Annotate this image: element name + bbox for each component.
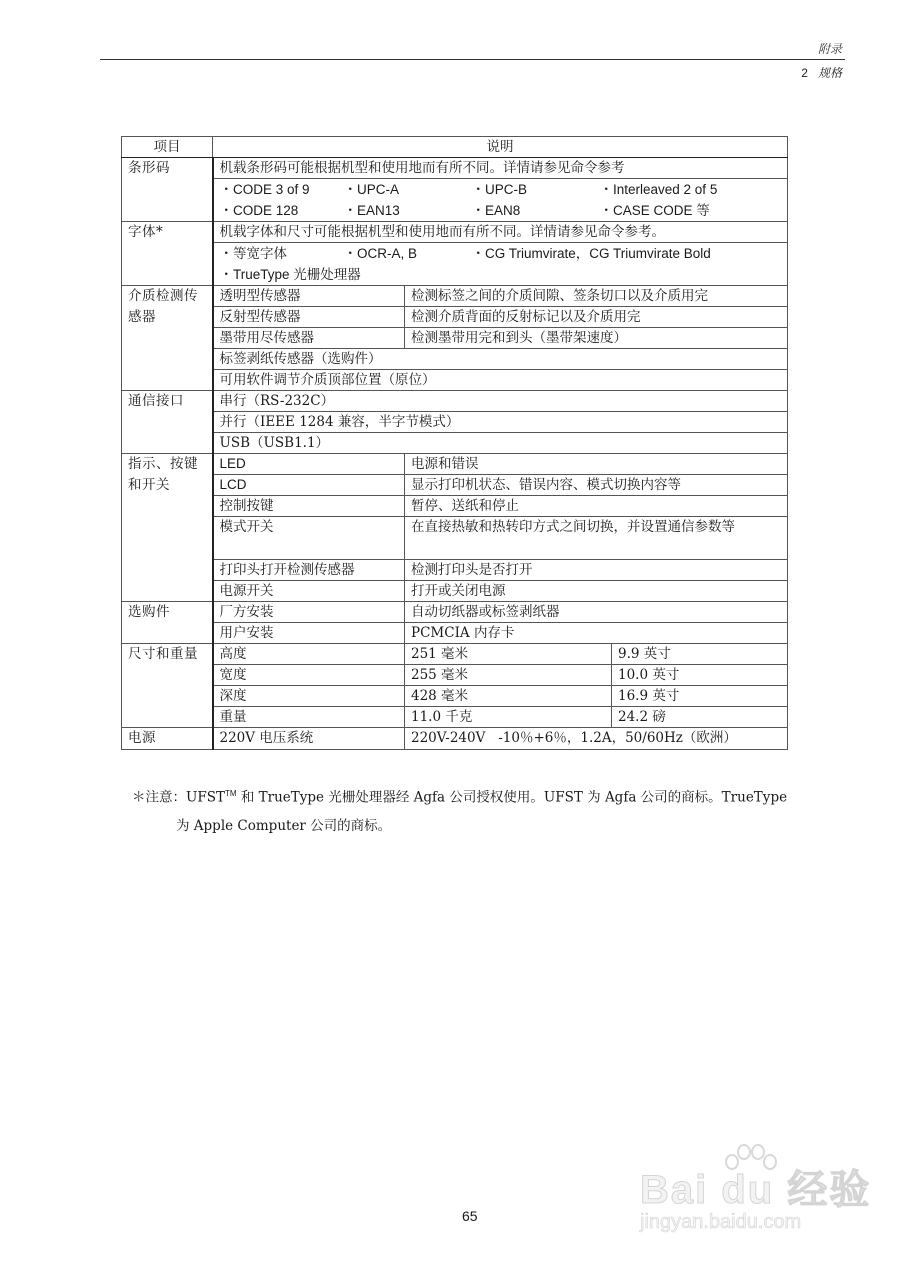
fonts-list xyxy=(213,243,788,286)
table-row xyxy=(122,243,788,286)
table-row xyxy=(122,707,788,728)
cat-power: 电源 xyxy=(122,728,213,750)
control-desc: 打开或关闭电源 xyxy=(405,581,788,602)
dim-imperial: 10.0 英寸 xyxy=(612,665,788,686)
footnote-line-2: 为 Apple Computer 公司的商标。 xyxy=(176,817,392,834)
cat-fonts: 字体* xyxy=(122,222,213,286)
dim-metric: 251 毫米 xyxy=(405,644,612,665)
cat-options: 选购件 xyxy=(122,602,213,644)
table-row xyxy=(122,391,788,412)
control-name: 打印头打开检测传感器 xyxy=(213,560,405,581)
option-name: 用户安装 xyxy=(213,623,405,644)
barcode-option: ・EAN8 xyxy=(471,203,521,218)
table-row xyxy=(122,475,788,496)
table-row xyxy=(122,665,788,686)
table-row xyxy=(122,370,788,391)
dim-metric: 255 毫米 xyxy=(405,665,612,686)
control-name: LCD xyxy=(213,475,405,496)
table-row xyxy=(122,517,788,560)
control-name: 控制按键 xyxy=(213,496,405,517)
control-desc: 暂停、送纸和停止 xyxy=(405,496,788,517)
dim-metric: 11.0 千克 xyxy=(405,707,612,728)
chapter-title: 规格 xyxy=(817,66,842,80)
footnote-text: 和 TrueType 光栅处理器经 Agfa 公司授权使用。UFST 为 Agfa 公司的商标。TrueType xyxy=(236,789,788,806)
cat-interface: 通信接口 xyxy=(122,391,213,454)
watermark-url: jingyan.baidu.com xyxy=(640,1211,802,1233)
barcode-option: ・EAN13 xyxy=(343,203,400,218)
spec-table xyxy=(121,136,788,750)
barcode-option: ・CODE 3 of 9 xyxy=(219,182,310,197)
dim-metric: 428 毫米 xyxy=(405,686,612,707)
header-section: 附录 xyxy=(817,42,842,56)
sensor-extra: 可用软件调节介质顶部位置（原位） xyxy=(213,370,788,391)
interface-item: USB（USB1.1） xyxy=(213,433,788,454)
option-desc: PCMCIA 内存卡 xyxy=(405,623,788,644)
table-row xyxy=(122,286,788,307)
sensor-extra: 标签剥纸传感器（选购件） xyxy=(213,349,788,370)
option-name: 厂方安装 xyxy=(213,602,405,623)
sensor-name: 透明型传感器 xyxy=(213,286,405,307)
footnote xyxy=(132,780,832,840)
power-desc: 220V-240V -10％+6％，1.2A，50/60Hz（欧洲） xyxy=(405,728,788,750)
table-row xyxy=(122,412,788,433)
control-name: 电源开关 xyxy=(213,581,405,602)
footnote-line-1 xyxy=(132,780,832,812)
table-row xyxy=(122,222,788,243)
dim-imperial: 24.2 磅 xyxy=(612,707,788,728)
table-row xyxy=(122,581,788,602)
dim-name: 宽度 xyxy=(213,665,405,686)
barcode-option: ・UPC-A xyxy=(343,182,400,197)
barcode-option: ・CODE 128 xyxy=(219,203,299,218)
chapter-number: 2 xyxy=(801,66,808,80)
interface-item: 串行（RS-232C） xyxy=(213,391,788,412)
table-row xyxy=(122,728,788,750)
paw-icon xyxy=(718,1144,778,1184)
control-desc: 显示打印机状态、错误内容、模式切换内容等 xyxy=(405,475,788,496)
table-row xyxy=(122,686,788,707)
power-name: 220V 电压系统 xyxy=(213,728,405,750)
table-row xyxy=(122,179,788,222)
cat-sensors: 介质检测传感器 xyxy=(122,286,213,391)
font-option: ・CG Triumvirate，CG Triumvirate Bold xyxy=(471,246,711,261)
dim-imperial: 16.9 英寸 xyxy=(612,686,788,707)
table-row xyxy=(122,454,788,475)
footnote-prefix: ＊注意：UFST xyxy=(132,789,225,806)
dim-imperial: 9.9 英寸 xyxy=(612,644,788,665)
table-row xyxy=(122,158,788,179)
dim-name: 重量 xyxy=(213,707,405,728)
control-desc: 检测打印头是否打开 xyxy=(405,560,788,581)
barcode-option: ・UPC-B xyxy=(471,182,528,197)
sensor-name: 墨带用尽传感器 xyxy=(213,328,405,349)
table-row xyxy=(122,623,788,644)
barcode-list xyxy=(213,179,788,222)
page-number: 65 xyxy=(462,1208,478,1224)
font-option: ・OCR-A, B xyxy=(343,246,418,261)
header-rule xyxy=(100,59,845,60)
interface-item: 并行（IEEE 1284 兼容，半字节模式） xyxy=(213,412,788,433)
barcode-desc: 机载条形码可能根据机型和使用地而有所不同。详情请参见命令参考 xyxy=(213,158,788,179)
control-name: LED xyxy=(213,454,405,475)
header-item: 项目 xyxy=(122,137,213,158)
header-desc: 说明 xyxy=(213,137,788,158)
control-name: 模式开关 xyxy=(213,517,405,560)
sensor-name: 反射型传感器 xyxy=(213,307,405,328)
dim-name: 高度 xyxy=(213,644,405,665)
table-row xyxy=(122,328,788,349)
header-chapter xyxy=(801,64,842,81)
table-row xyxy=(122,307,788,328)
cat-controls: 指示、按键和开关 xyxy=(122,454,213,602)
option-desc: 自动切纸器或标签剥纸器 xyxy=(405,602,788,623)
table-row xyxy=(122,644,788,665)
sensor-desc: 检测标签之间的介质间隙、签条切口以及介质用完 xyxy=(405,286,788,307)
table-row xyxy=(122,433,788,454)
control-desc: 电源和错误 xyxy=(405,454,788,475)
font-option: ・TrueType 光栅处理器 xyxy=(219,267,361,282)
sensor-desc: 检测介质背面的反射标记以及介质用完 xyxy=(405,307,788,328)
control-desc: 在直接热敏和热转印方式之间切换，并设置通信参数等 xyxy=(405,517,788,560)
watermark xyxy=(640,1158,871,1234)
sensor-desc: 检测墨带用完和到头（墨带架速度） xyxy=(405,328,788,349)
cat-barcode: 条形码 xyxy=(122,158,213,222)
font-option: ・等宽字体 xyxy=(219,246,287,261)
dim-name: 深度 xyxy=(213,686,405,707)
fonts-desc: 机载字体和尺寸可能根据机型和使用地而有所不同。详情请参见命令参考。 xyxy=(213,222,788,243)
table-header-row xyxy=(122,137,788,158)
table-row xyxy=(122,349,788,370)
barcode-option: ・CASE CODE 等 xyxy=(599,203,710,218)
table-row xyxy=(122,602,788,623)
table-row xyxy=(122,496,788,517)
table-row xyxy=(122,560,788,581)
watermark-brand: Bai du 经验 xyxy=(640,1168,872,1212)
trademark-mark: TM xyxy=(225,789,237,798)
cat-dimensions: 尺寸和重量 xyxy=(122,644,213,728)
barcode-option: ・Interleaved 2 of 5 xyxy=(599,182,718,197)
